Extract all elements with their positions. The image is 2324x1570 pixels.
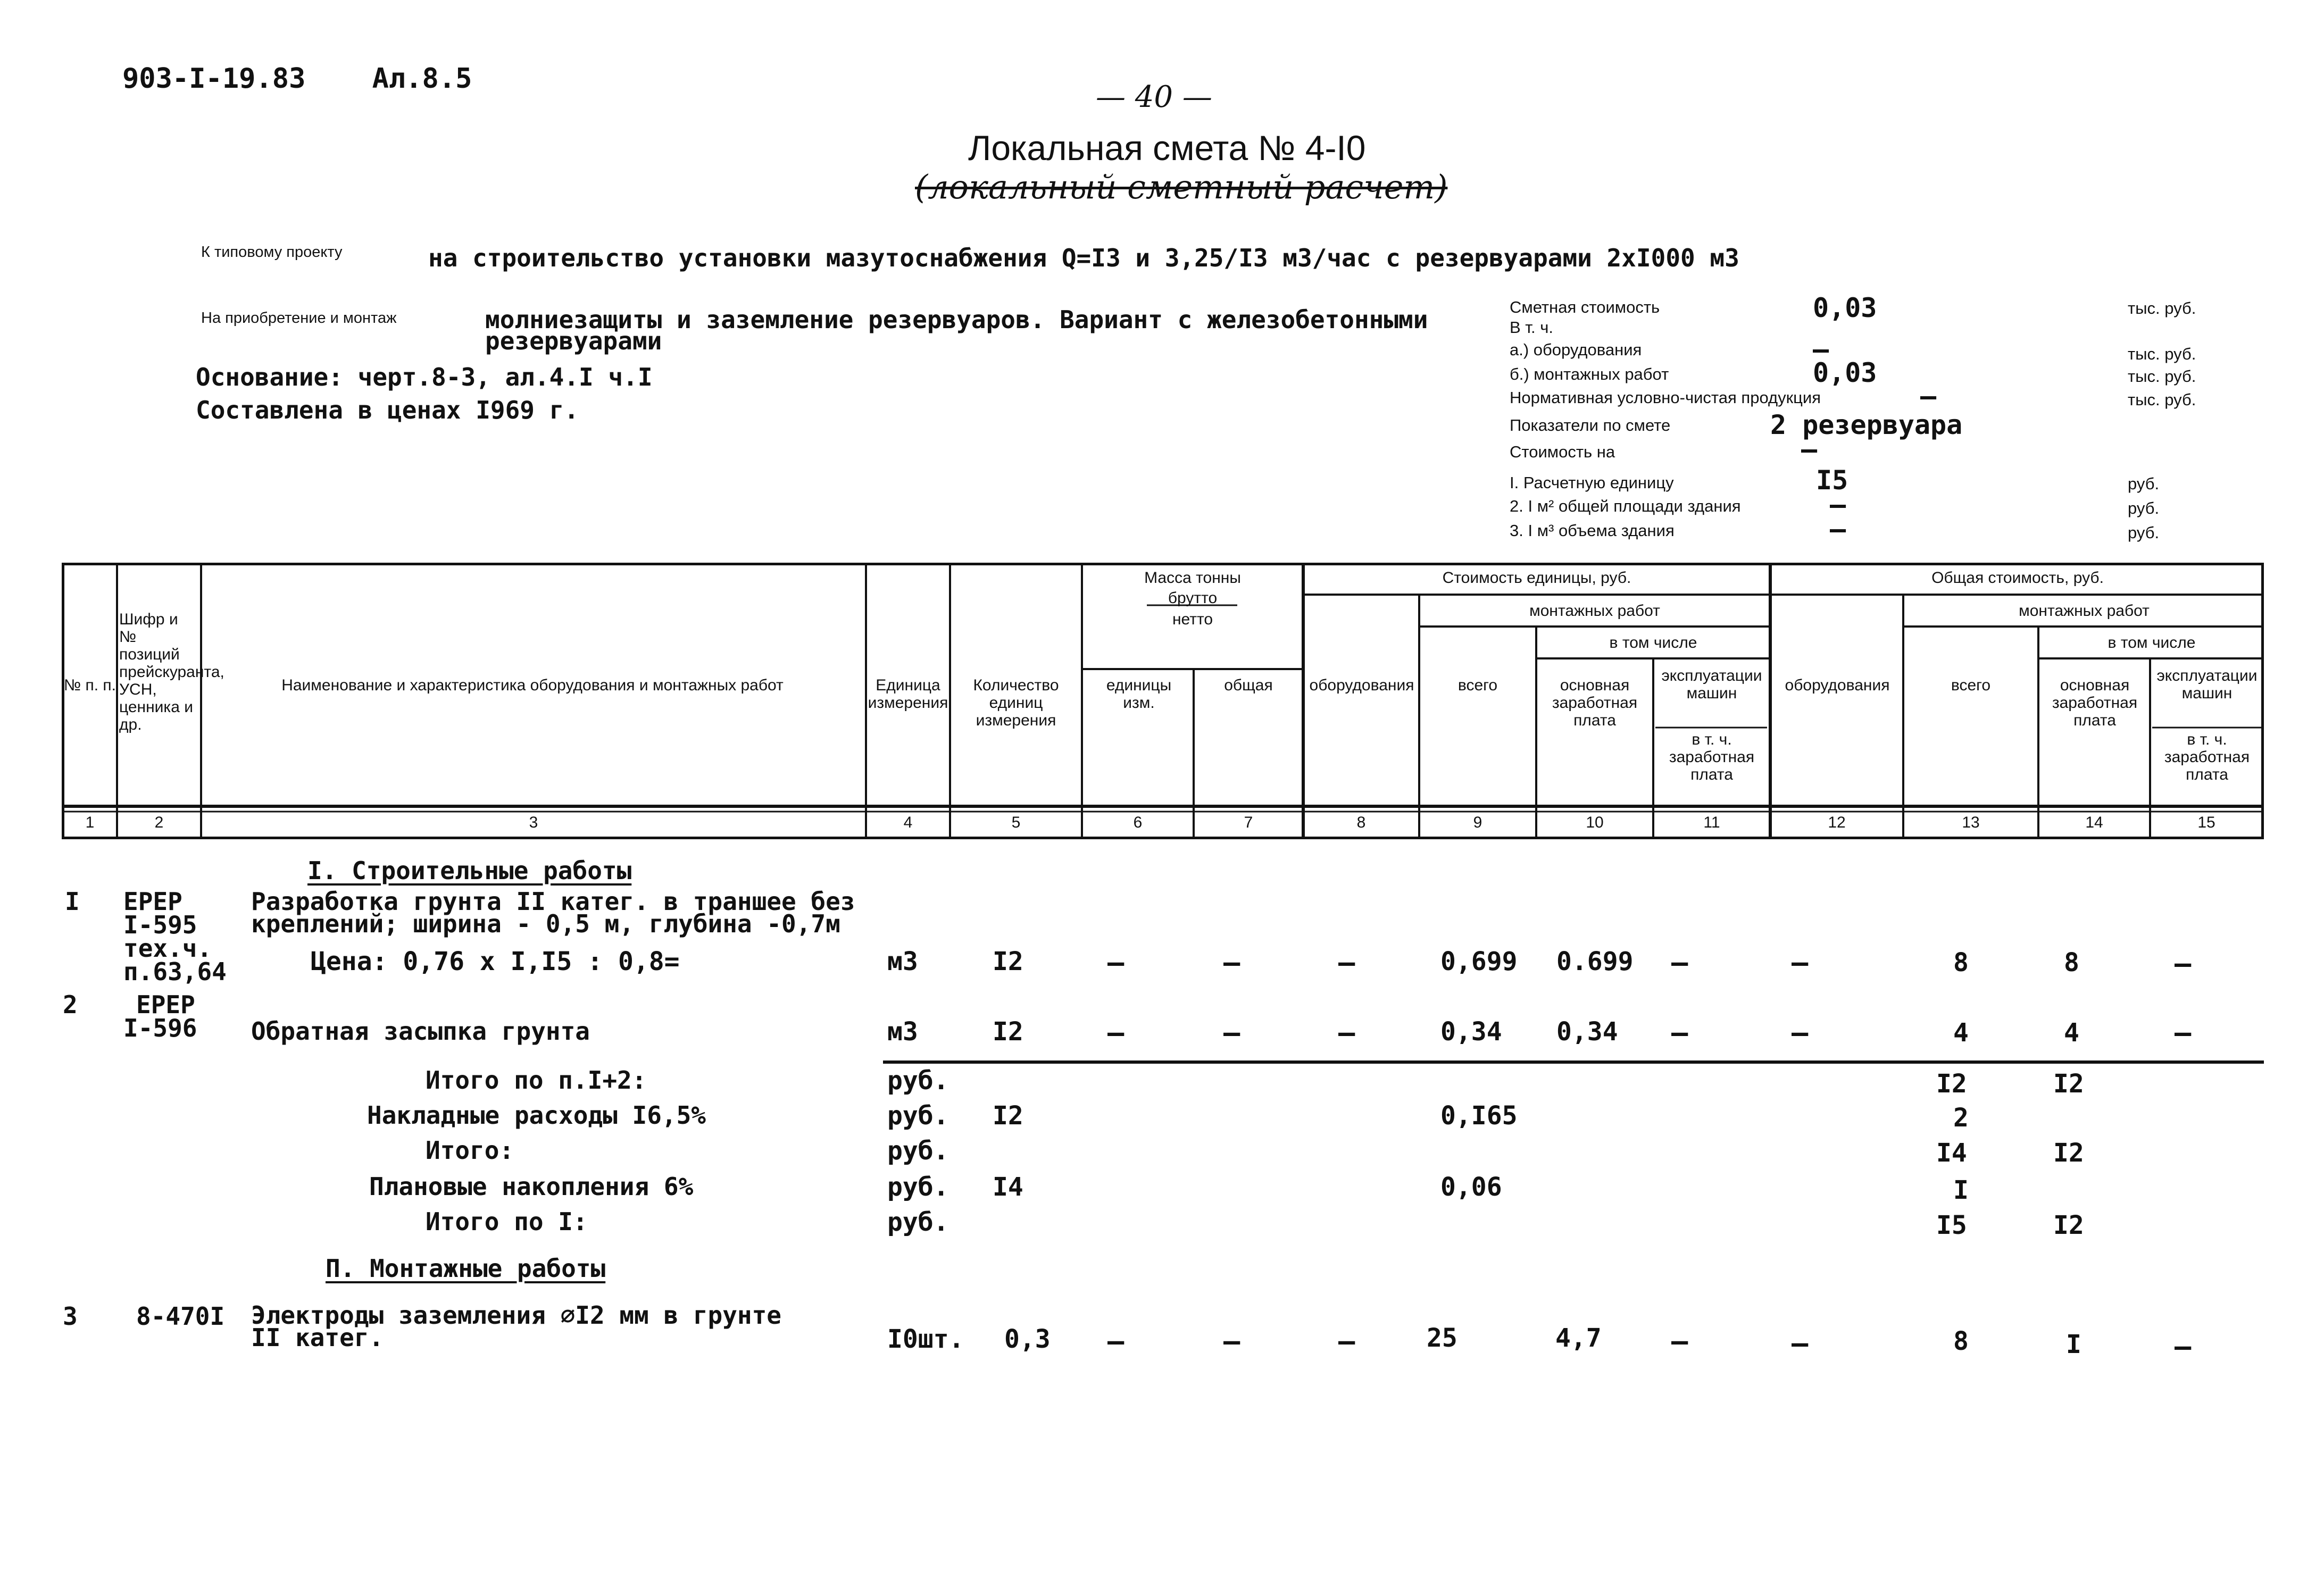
indicators-value: 2 резервуара [1770,410,1963,440]
row-unit-salary: 0.699 [1556,947,1634,976]
row-total-all: 4 [1953,1018,1969,1048]
row-code: I-595 [123,911,197,939]
row-unit-total: 0,34 [1440,1017,1502,1047]
row-mass-total: – [1223,947,1240,979]
col-header-total-salary: основная заработная плата [2052,677,2138,729]
row-equipment: – [1338,1325,1355,1357]
total-unit-total: 0,I65 [1440,1101,1518,1131]
row-qty: I2 [993,1017,1023,1047]
col-header-unit-cost: Стоимость единицы, руб. [1442,569,1631,587]
col-header-machines: эксплуатации машин [1661,667,1762,702]
row-mass-unit: – [1107,1017,1124,1049]
row-total-equipment: – [1792,947,1809,979]
install-label: б.) монтажных работ [1510,365,1669,383]
to-project-label: К типовому проекту [201,244,343,261]
col-header-code: Шифр и № позиций прейскуранта, УСН, ценника и др. [119,611,224,733]
purchase-text-line1: молниезащиты и заземление резервуаров. Вариант с железобетонными [485,305,1428,334]
row-equipment: – [1338,1017,1355,1049]
row-total-salary: 8 [2064,948,2079,978]
total-unit: руб. [887,1207,949,1237]
row-mass-total: – [1223,1325,1240,1357]
total-label: Итого по п.I+2: [426,1066,647,1095]
col-header-qty: Количество единиц измерения [973,677,1059,729]
row-code: ЕРЕР [136,990,195,1019]
row-price: Цена: 0,76 х I,I5 : 0,8= [311,947,680,976]
col-number-10: 10 [1586,814,1604,831]
col-header-including: в том числе [1609,634,1697,652]
row-total-salary: I [2066,1330,2081,1359]
row-total-all: 8 [1953,1326,1969,1356]
net-value: – [1920,381,1937,412]
col-header-total-all: всего [1951,677,1991,694]
col-header-mass-netto: нетто [1172,611,1213,628]
total-qty: I2 [993,1101,1023,1131]
unit-calc-unit: руб. [2128,474,2160,493]
net-label: Нормативная условно-чистая продукция [1510,388,1821,407]
col-header-mass-total: общая [1224,677,1273,694]
volume-unit: руб. [2128,523,2160,542]
col-number-8: 8 [1356,814,1366,831]
row-qty: I2 [993,947,1023,976]
section-title-construction: I. Строительные работы [307,856,632,885]
col-header-unit: Единица измерения [868,677,948,712]
total-all: I5 [1936,1210,1967,1240]
col-header-machines-salary: в т. ч. заработная плата [1669,731,1755,783]
row-unit-salary: 4,7 [1555,1323,1602,1353]
row-unit-machines: – [1671,1017,1688,1049]
total-label: Итого по I: [426,1207,588,1236]
row-mass-total: – [1223,1017,1240,1049]
row-name: II катег. [251,1323,384,1352]
row-unit-total: 25 [1427,1323,1457,1353]
row-total-machines: – [2175,948,2192,980]
row-total-salary: 4 [2064,1018,2079,1048]
unit-calc-value: I5 [1816,465,1848,496]
cost-label: Сметная стоимость [1510,298,1660,316]
row-code: ЕРЕР [123,887,182,916]
row-unit: I0шт. [887,1324,964,1354]
col-header-salary: основная заработная плата [1552,677,1638,729]
col-header-total-equipment: оборудования [1785,677,1890,694]
incl-label: В т. ч. [1510,318,1554,337]
total-unit: руб. [887,1136,949,1166]
col-header-mass-brutto: брутто [1168,589,1218,607]
area-value: – [1830,489,1846,520]
volume-label: 3. I м³ объема здания [1510,521,1675,540]
col-header-equipment: оборудования [1309,677,1414,694]
total-all: 2 [1953,1103,1969,1133]
col-number-12: 12 [1828,814,1846,831]
row-total-equipment: – [1792,1017,1809,1049]
row-unit-machines: – [1671,1325,1688,1357]
cost-per-label: Стоимость на [1510,442,1615,461]
row-unit-salary: 0,34 [1556,1017,1618,1047]
area-label: 2. I м² общей площади здания [1510,497,1741,515]
total-all: I4 [1936,1138,1967,1168]
col-header-name: Наименование и характеристика оборудования и монтажных работ [281,677,784,694]
prices-text: Составлена в ценах I969 г. [196,396,579,424]
totals-divider [883,1060,2264,1064]
row-total-machines: – [2175,1331,2192,1363]
col-number-11: 11 [1703,814,1720,831]
area-unit: руб. [2128,499,2160,517]
row-code: I-596 [123,1014,197,1042]
row-total-machines: – [2175,1017,2192,1049]
row-unit: м3 [887,1017,918,1047]
col-header-total-install-works: монтажных работ [2019,602,2150,620]
row-code: тех.ч. [123,934,212,963]
col-number-7: 7 [1244,814,1253,831]
row-name: креплений; ширина - 0,5 м, глубина -0,7м [251,909,840,938]
row-total-all: 8 [1953,948,1969,978]
equip-label: а.) оборудования [1510,340,1642,359]
col-header-mass: Масса тонны [1144,569,1241,587]
cost-unit: тыс. руб. [2128,299,2196,318]
col-number-1: 1 [85,814,95,831]
unit-calc-label: I. Расчетную единицу [1510,473,1674,492]
row-total-equipment: – [1792,1327,1809,1359]
row-name: Обратная засыпка грунта [251,1017,590,1046]
section-title-installation: П. Монтажные работы [326,1254,606,1283]
row-mass-unit: – [1107,947,1124,979]
page-number: — 40 — [1096,80,1212,114]
install-value: 0,03 [1813,357,1877,388]
col-number-13: 13 [1962,814,1980,831]
col-header-total-including: в том числе [2108,634,2196,652]
row-mass-unit: – [1107,1325,1124,1357]
row-unit-machines: – [1671,947,1688,979]
to-project-text: на строительство установки мазутоснабжения Q=I3 и 3,25/I3 м3/час с резервуарами 2хI000 м3 [428,244,1739,272]
equip-unit: тыс. руб. [2128,345,2196,363]
total-unit: руб. [887,1066,949,1096]
row-code: п.63,64 [123,957,227,986]
col-number-3: 3 [529,814,538,831]
col-number-4: 4 [903,814,913,831]
volume-value: – [1830,514,1846,545]
col-number-15: 15 [2197,814,2215,831]
col-header-total-machines-salary: в т. ч. заработная плата [2164,731,2250,783]
row-code: 8-470I [136,1302,225,1331]
indicators-label: Показатели по смете [1510,416,1671,435]
document-id: 903-I-19.83 Ал.8.5 [122,63,472,95]
col-number-6: 6 [1133,814,1143,831]
total-salary: I2 [2053,1138,2084,1168]
col-header-num: № п. п. [64,677,116,694]
basis-text: Основание: черт.8-3, ал.4.I ч.I [196,363,653,391]
total-salary: I2 [2053,1210,2084,1240]
row-name: Электроды заземления ⌀I2 мм в грунте [251,1301,781,1330]
purchase-text-line2: резервуарами [485,327,662,355]
total-unit: руб. [887,1172,949,1202]
equip-value: – [1813,334,1829,365]
col-header-install-works: монтажных работ [1529,602,1660,620]
page-title: Локальная смета № 4-I0 [968,128,1366,168]
cost-value: 0,03 [1813,293,1877,323]
col-number-9: 9 [1473,814,1482,831]
cost-per-value: – [1801,434,1818,465]
row-number: I [65,887,80,916]
col-header-total-machines: эксплуатации машин [2156,667,2258,702]
row-name: Разработка грунта II катег. в траншее без [251,887,855,916]
col-number-2: 2 [154,814,164,831]
total-label: Плановые накопления 6% [369,1172,694,1201]
col-number-14: 14 [2085,814,2103,831]
total-unit-total: 0,06 [1440,1172,1502,1202]
col-header-total-cost: Общая стоимость, руб. [1931,569,2104,587]
col-number-5: 5 [1011,814,1021,831]
install-unit: тыс. руб. [2128,367,2196,386]
total-all: I2 [1936,1069,1967,1099]
total-all: I [1953,1175,1969,1205]
total-qty: I4 [993,1172,1023,1202]
estimate-table-header [62,563,2264,839]
total-unit: руб. [887,1101,949,1131]
col-header-total: всего [1457,677,1498,694]
net-unit: тыс. руб. [2128,390,2196,409]
row-unit: м3 [887,947,918,976]
purchase-label: На приобретение и монтаж [201,310,397,327]
total-label: Итого: [426,1136,514,1165]
row-equipment: – [1338,947,1355,979]
row-qty: 0,3 [1004,1324,1051,1354]
col-header-mass-unit: единицы изм. [1106,677,1172,712]
album-number: Ал.8.5 [372,63,472,95]
row-unit-total: 0,699 [1440,947,1518,976]
total-label: Накладные расходы I6,5% [367,1101,706,1130]
row-number: 3 [63,1302,78,1331]
total-salary: I2 [2053,1069,2084,1099]
page-subtitle: (локальный сметный расчет) [915,168,1448,206]
row-number: 2 [63,990,78,1019]
